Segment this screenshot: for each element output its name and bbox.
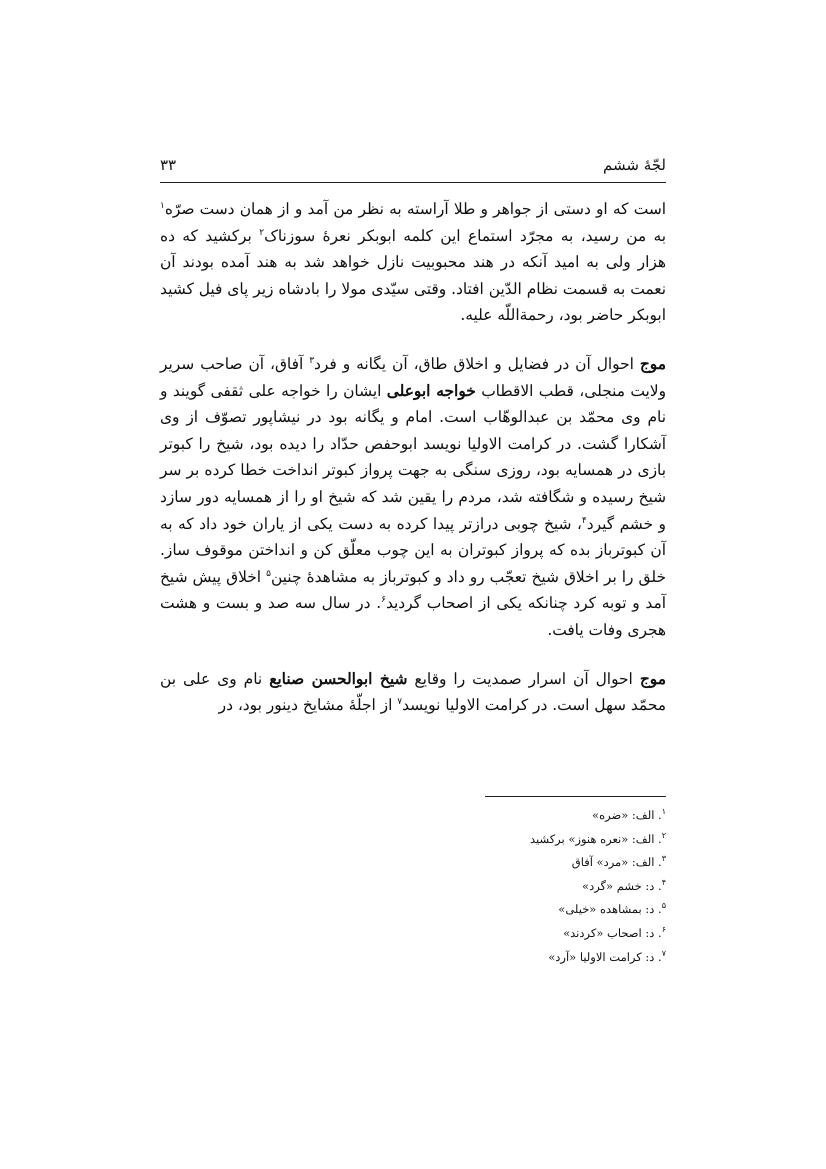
footnote-number: ۳ [661, 854, 666, 864]
footnote-ref-5: ۵ [266, 568, 271, 579]
footnote-text: . الف: «ضره» [592, 808, 662, 822]
footnote-text: . د: کرامت الاولیا «آرد» [548, 949, 662, 964]
footnote-number: ۴ [661, 877, 666, 887]
running-header [160, 152, 666, 178]
footnote-number: ۷ [661, 948, 666, 958]
section-marker: موج [639, 354, 666, 373]
footnote-ref-6: ۶ [381, 595, 386, 606]
page-number: ۳۳ [160, 156, 177, 174]
footnote-text: . الف: «نعره هنوز» برکشید [529, 831, 662, 846]
footnote [366, 828, 666, 852]
text-run: نام وی علی بن محمّد سهل است. در کرامت الاولیا نویسد [160, 669, 666, 715]
footnote-ref-1: ۱ [160, 200, 165, 211]
footnote-text: . د: بمشاهده «خیلی» [558, 902, 662, 917]
footnote [366, 804, 666, 828]
footnote-ref-7: ۷ [397, 696, 403, 707]
header-divider [160, 182, 666, 183]
footnote [366, 946, 666, 970]
footnote [366, 898, 666, 922]
text-run: . در سال سه صد و بست و هشت هجری وفات یافت. [160, 594, 666, 639]
text-run: است که او دستی از جواهر و طلا آراسته به نظر من آمد و از همان دست صرّه [164, 200, 666, 218]
footnote-number: ۶ [661, 925, 666, 935]
footnotes [366, 804, 666, 969]
paragraph-2 [160, 351, 666, 644]
footnote [366, 922, 666, 946]
footnote-number: ۲ [661, 830, 666, 840]
footnote-text: . د: خشم «گرد» [582, 878, 662, 893]
footnote-number: ۱ [661, 807, 666, 817]
text-run: آفاق، آن صاحب سریر ولایت منجلی، قطب الاقطاب [160, 354, 667, 400]
text-run: برکشید که ده هزار ولی به امید آنکه در هند محبوبیت نازل خواهد شد به هند آمده بودند آن نعمت به قسمت نظام الدّین افتاد. وقتی سیّدی مولا را بادشاه زیر پای فیل کشید ابوبکر حاضر بود، رحمةاللّه علیه. [160, 226, 666, 325]
footnote [366, 875, 666, 899]
paragraph-1 [160, 196, 666, 329]
paragraph-3 [160, 666, 666, 719]
text-run: به من رسید، به مجرّد استماع این کلمه ابوبکر نعرهٔ سوزناک [264, 226, 666, 245]
text-run: ایشان را خواجه علی ثقفی گویند و نام وی محمّد بن عبدالوهّاب است. امام و یگانه بود در نیشاپور تصوّف از وی آشکارا گشت. در کرامت الاولیا نویسد ابوحفص حدّاد را دیده بود، شیخ را کبوتر بازی در همسایه بود، روزی سنگی به جهت پرواز کبوتر انداخت خطا کرده بر سر شیخ رسیده و شگافته شد، مردم را یقین شد که شیخ او را از همسایه دور سازد و خشم گیرد [160, 381, 666, 533]
footnote-number: ۵ [661, 901, 666, 911]
text-run: ، شیخ چوبی درازتر پیدا کرده به دست یکی از یاران خود داد که به آن کبوترباز بده که پرواز کبوتران به این چوب معلّق کن و انداختن موقوف ساز. خلق را بر اخلاق شیخ تعجّب رو داد و کبوترباز به مشاهدهٔ چنین [160, 514, 666, 586]
main-text [160, 196, 666, 719]
text-run: از اجلّهٔ مشایخ دینور بود، در [218, 696, 398, 715]
footnote [366, 851, 666, 875]
text-run: احوال آن در فضایل و اخلاق طاق، آن یگانه و فرد [314, 354, 640, 373]
footnote-text: . الف: «مرد» آفاق [571, 855, 662, 870]
footnote-ref-2: ۲ [259, 227, 265, 238]
chapter-title: لجّهٔ ششم [603, 156, 666, 174]
section-marker: موج [639, 669, 666, 688]
footnote-text: . د: اصحاب «کردند» [563, 925, 662, 940]
footnote-divider [485, 796, 666, 797]
text-run: اخلاق پیش شیخ آمد و توبه کرد چنانکه یکی از اصحاب گردید [160, 567, 666, 613]
person-name: شیخ ابوالحسن صنایع [269, 669, 408, 688]
person-name: خواجه ابوعلی [386, 381, 476, 400]
footnote-ref-3: ۳ [309, 355, 315, 366]
text-run: احوال آن اسرار صمدیت را وقایع [407, 669, 640, 688]
footnote-ref-4: ۴ [581, 515, 587, 526]
